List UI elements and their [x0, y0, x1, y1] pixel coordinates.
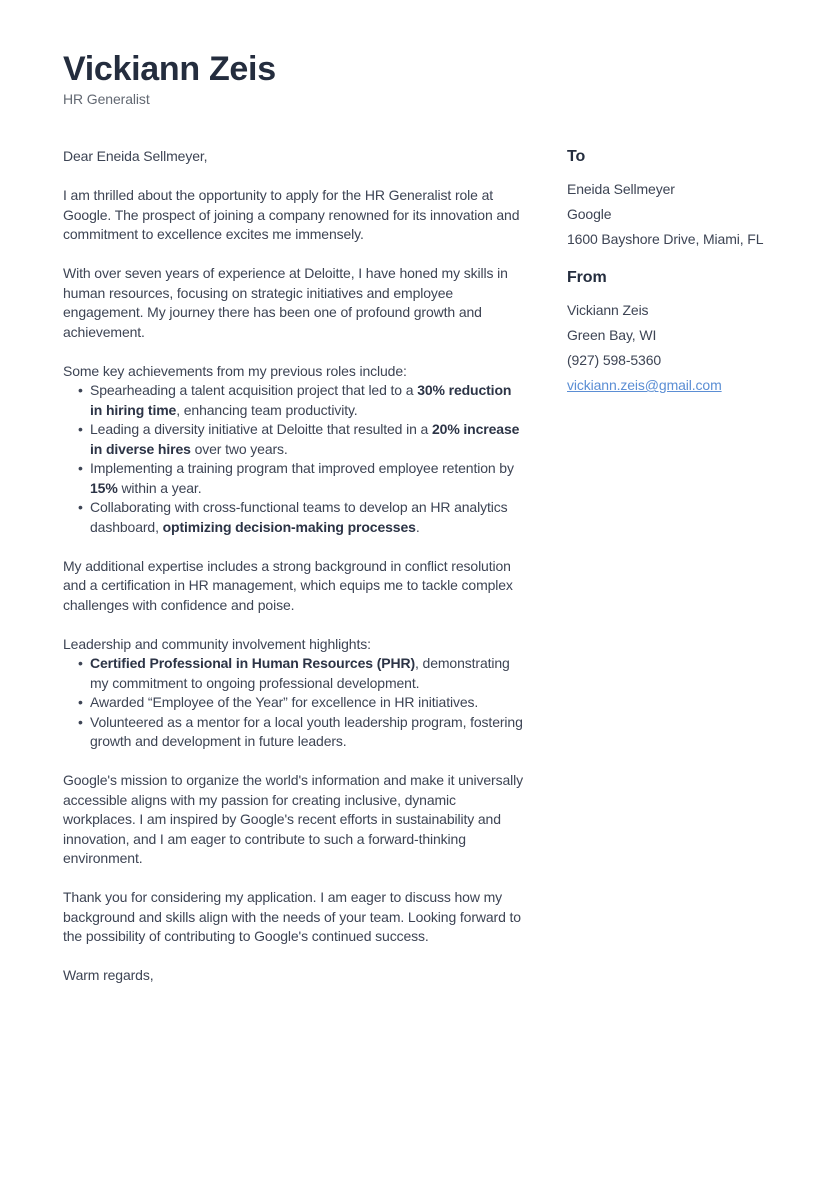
list-item — [63, 420, 523, 459]
bold-text-segment: optimizing decision-making processes — [162, 518, 416, 535]
paragraph — [63, 147, 523, 167]
sender-phone: (927) 598-5360 — [567, 352, 662, 369]
paragraph — [63, 888, 523, 947]
text-segment: within a year. — [117, 479, 202, 496]
text-segment: Leading a diversity initiative at Deloitte that resulted in a — [90, 421, 432, 438]
document-header — [63, 50, 770, 107]
paragraph — [63, 771, 523, 869]
text-segment: Google's mission to organize the world's information and make it universally accessible aligns with my passion for creating inclusive, dynamic workplaces. I am inspired by Google's recent efforts in sustainability and innovation, and I am eager to contribute to such a forward-thinking environment. — [63, 772, 524, 867]
text-segment: . — [415, 518, 420, 535]
text-segment: Volunteered as a mentor for a local youth leadership program, fostering growth and development in future leaders. — [90, 713, 523, 750]
email-link[interactable]: vickiann.zeis@gmail.com — [567, 377, 722, 394]
paragraph — [63, 264, 523, 342]
text-segment: Thank you for considering my application. I am eager to discuss how my background and skills align with the needs of your team. Looking forward to the possibility of contributing to Google's continued success. — [63, 889, 521, 945]
text-segment: Warm regards, — [63, 967, 154, 984]
to-section — [567, 148, 795, 252]
text-segment: Collaborating with cross-functional teams to develop an HR analytics dashboard, — [90, 499, 508, 535]
text-segment: Spearheading a talent acquisition project that led to a — [90, 382, 418, 399]
list-item — [63, 713, 523, 752]
bullet-list — [63, 381, 523, 537]
text-segment: My additional expertise includes a strong background in conflict resolution and a certification in HR management, which equips me to tackle complex challenges with confidence and poise. — [63, 557, 513, 613]
letter-body — [63, 147, 523, 1005]
list-item — [63, 459, 523, 498]
from-section — [567, 269, 795, 398]
contact-sidebar — [567, 147, 795, 415]
page-title: Vickiann Zeis — [63, 50, 276, 88]
paragraph — [63, 966, 523, 986]
content-columns — [63, 147, 770, 1005]
list-item — [63, 654, 523, 693]
bold-text-segment: 20% increase in diverse hires — [90, 421, 520, 457]
to-heading: To — [567, 148, 586, 166]
text-segment: , demonstrating my commitment to ongoing professional development. — [90, 655, 510, 691]
paragraph — [63, 362, 523, 382]
text-segment: over two years. — [190, 440, 288, 457]
bold-text-segment: Certified Professional in Human Resources (PHR) — [90, 655, 415, 672]
text-segment: Leadership and community involvement highlights: — [63, 635, 371, 652]
text-segment: I am thrilled about the opportunity to apply for the HR Generalist role at Google. The prospect of joining a company renowned for its innovation and commitment to excellence excites me immensely. — [63, 187, 520, 243]
recipient-address: 1600 Bayshore Drive, Miami, FL — [567, 231, 764, 248]
text-segment: Implementing a training program that improved employee retention by — [90, 460, 514, 477]
list-item — [63, 693, 523, 713]
job-title: HR Generalist — [63, 91, 150, 108]
list-item — [63, 381, 523, 420]
sender-location: Green Bay, WI — [567, 327, 657, 344]
bullet-list — [63, 654, 523, 752]
paragraph — [63, 557, 523, 616]
text-segment: , enhancing team productivity. — [176, 401, 358, 418]
list-item — [63, 498, 523, 537]
text-segment: With over seven years of experience at Deloitte, I have honed my skills in human resources, focusing on strategic initiatives and employee engagement. My journey there has been one of profound growth and achievement. — [63, 265, 508, 340]
text-segment: Awarded “Employee of the Year” for excellence in HR initiatives. — [90, 694, 479, 711]
text-segment: Dear Eneida Sellmeyer, — [63, 148, 208, 165]
recipient-company: Google — [567, 206, 612, 223]
text-segment: Some key achievements from my previous roles include: — [63, 362, 407, 379]
bold-text-segment: 15% — [90, 479, 118, 496]
paragraph — [63, 186, 523, 245]
paragraph — [63, 635, 523, 655]
bold-text-segment: 30% reduction in hiring time — [90, 382, 512, 418]
from-heading: From — [567, 269, 607, 287]
recipient-name: Eneida Sellmeyer — [567, 181, 675, 198]
sender-name: Vickiann Zeis — [567, 302, 649, 319]
